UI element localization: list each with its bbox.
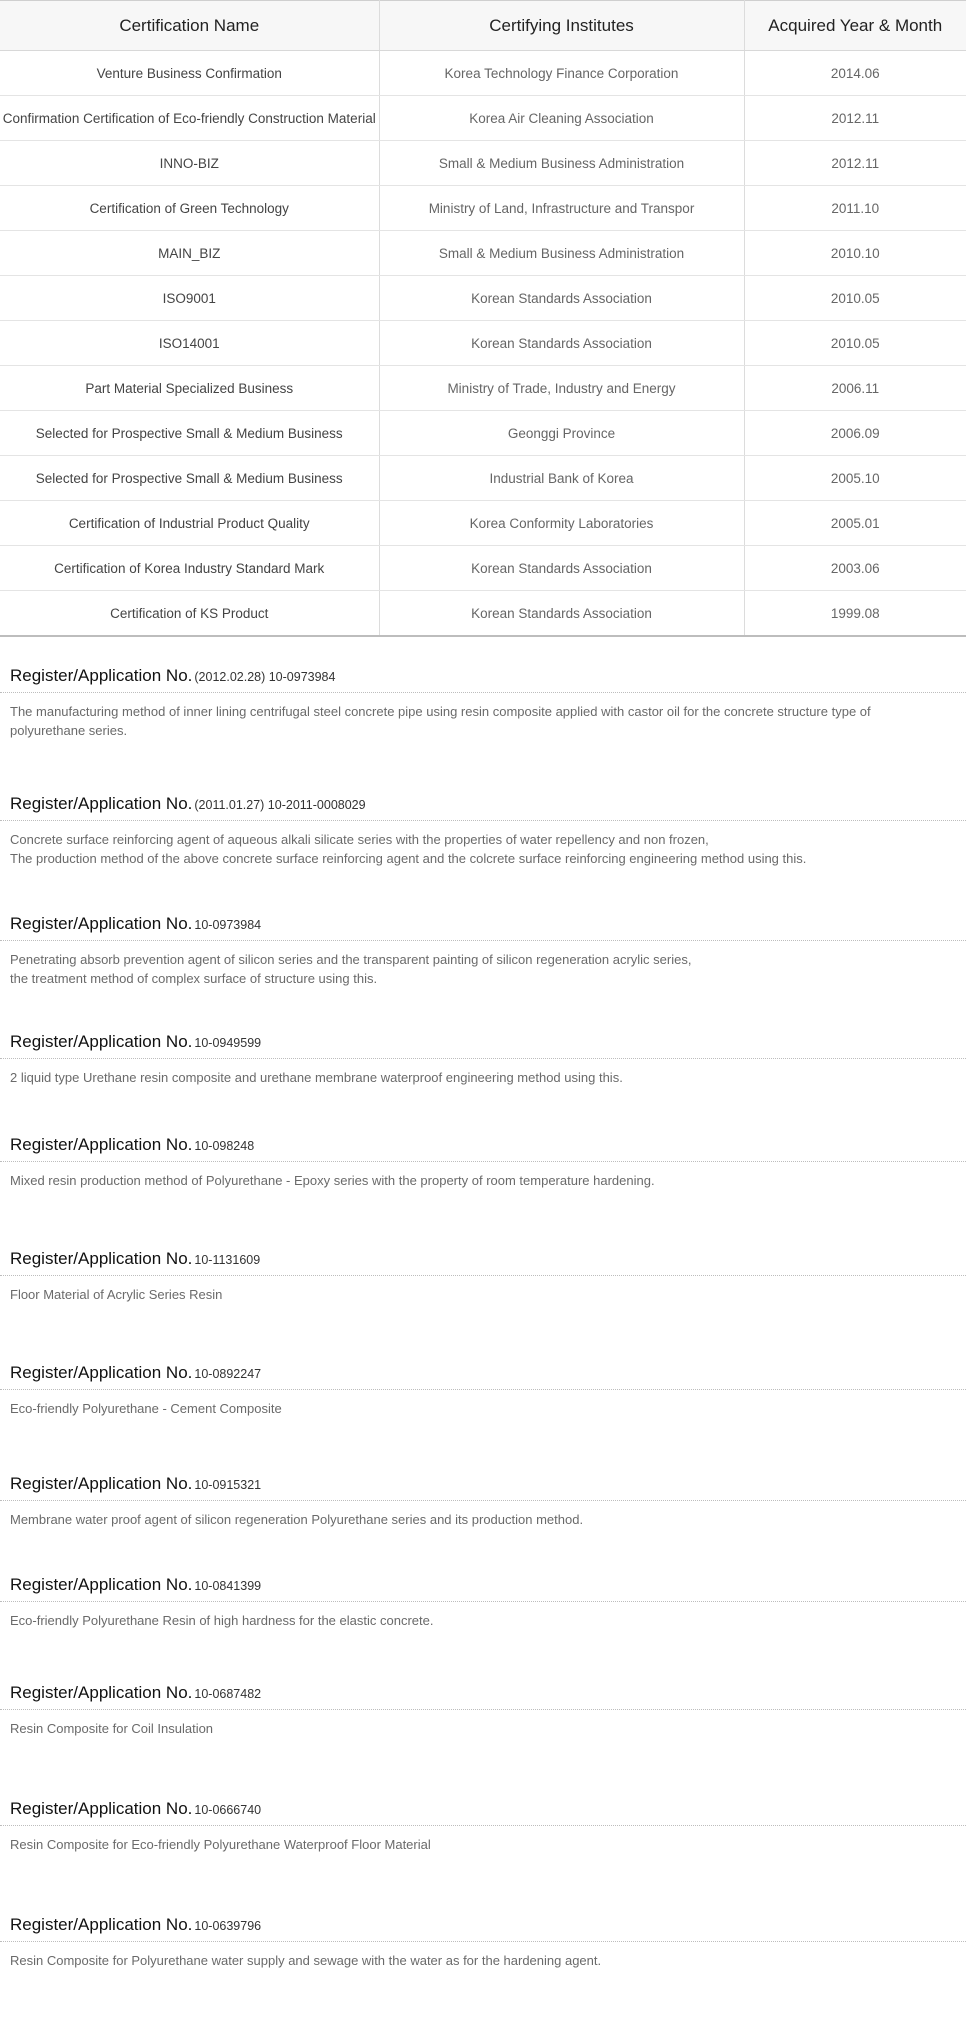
patent-description <box>0 821 966 868</box>
patent-entry <box>0 1356 966 1418</box>
patent-heading <box>0 1356 966 1390</box>
certification-name-cell: Part Material Specialized Business <box>0 366 379 411</box>
acquired-date-cell: 2012.11 <box>744 96 966 141</box>
patent-label: Register/Application No. <box>10 1032 193 1051</box>
patent-description-line: polyurethane series. <box>10 723 128 738</box>
patent-description <box>0 1501 966 1529</box>
table-row <box>0 186 966 231</box>
patent-description-line: 2 liquid type Urethane resin composite and urethane membrane waterproof engineering method using this. <box>10 1070 623 1085</box>
certifying-institute-cell: Korean Standards Association <box>379 591 744 637</box>
patent-number: 10-0915321 <box>194 1478 262 1492</box>
patent-number: 10-1131609 <box>194 1253 261 1267</box>
patent-description-line: The manufacturing method of inner lining centrifugal steel concrete pipe using resin composite applied with castor oil for the concrete structure type of <box>10 704 871 719</box>
patent-number: 10-0949599 <box>194 1036 262 1050</box>
patent-entry <box>0 1128 966 1190</box>
certification-name-cell: Certification of Korea Industry Standard Mark <box>0 546 379 591</box>
patent-description-line: Resin Composite for Polyurethane water supply and sewage with the water as for the hardening agent. <box>10 1953 602 1968</box>
patent-entry <box>0 1568 966 1630</box>
patent-entry <box>0 1025 966 1087</box>
table-row <box>0 276 966 321</box>
patent-heading <box>0 659 966 693</box>
patent-heading <box>0 1792 966 1826</box>
patent-heading <box>0 1242 966 1276</box>
patent-number: 10-098248 <box>194 1139 255 1153</box>
patent-entry <box>0 1792 966 1854</box>
certification-name-cell: Selected for Prospective Small & Medium Business <box>0 456 379 501</box>
certifying-institute-cell: Ministry of Land, Infrastructure and Transpor <box>379 186 744 231</box>
patent-description <box>0 1276 966 1304</box>
patent-label: Register/Application No. <box>10 1474 193 1493</box>
certifying-institute-cell: Industrial Bank of Korea <box>379 456 744 501</box>
table-row <box>0 96 966 141</box>
certification-name-cell: Certification of KS Product <box>110 605 269 621</box>
patent-description-line: The production method of the above concrete surface reinforcing agent and the colcrete surface reinforcing engineering method using this. <box>10 851 807 866</box>
patent-heading <box>0 1676 966 1710</box>
certification-table-body <box>0 51 966 637</box>
certifying-institute-cell: Korean Standards Association <box>379 546 744 591</box>
header-acquired-date: Acquired Year & Month <box>744 1 966 51</box>
patent-description <box>0 941 966 988</box>
certifying-institute-cell: Ministry of Trade, Industry and Energy <box>379 366 744 411</box>
acquired-date-cell: 2014.06 <box>744 51 966 96</box>
patent-number: 10-0666740 <box>194 1803 262 1817</box>
table-row <box>0 591 966 637</box>
acquired-date-cell: 1999.08 <box>744 591 966 637</box>
table-row <box>0 546 966 591</box>
patent-description <box>0 693 966 740</box>
certification-name-cell: Selected for Prospective Small & Medium Business <box>0 411 379 456</box>
certification-name-cell: Confirmation Certification of Eco-friendly Construction Material <box>0 96 379 141</box>
table-row <box>0 231 966 276</box>
acquired-date-cell: 2006.09 <box>744 411 966 456</box>
patent-label: Register/Application No. <box>10 1683 193 1702</box>
certifying-institute-cell: Geonggi Province <box>379 411 744 456</box>
patent-entry <box>0 1676 966 1738</box>
certifying-institute-cell: Small & Medium Business Administration <box>379 231 744 276</box>
acquired-date-cell: 2005.01 <box>744 501 966 546</box>
patent-label: Register/Application No. <box>10 1363 193 1382</box>
acquired-date-cell: 2010.10 <box>744 231 966 276</box>
patent-number: 10-0687482 <box>194 1687 262 1701</box>
certifying-institute-cell: Korea Air Cleaning Association <box>379 96 744 141</box>
patent-label: Register/Application No. <box>10 914 193 933</box>
patent-number: 10-0892247 <box>194 1367 262 1381</box>
certifying-institute-cell: Korea Technology Finance Corporation <box>379 51 744 96</box>
patent-entry <box>0 659 966 740</box>
patent-heading <box>0 1908 966 1942</box>
patent-heading <box>0 1568 966 1602</box>
patent-description <box>0 1602 966 1630</box>
patent-label: Register/Application No. <box>10 1915 193 1934</box>
certification-name-cell: ISO14001 <box>0 321 379 366</box>
table-row <box>0 321 966 366</box>
patent-heading <box>0 787 966 821</box>
table-row <box>0 456 966 501</box>
certification-name-cell: Certification of Industrial Product Quality <box>0 501 379 546</box>
certification-name-cell: ISO9001 <box>0 276 379 321</box>
patent-number: 10-0841399 <box>194 1579 262 1593</box>
acquired-date-cell: 2005.10 <box>744 456 966 501</box>
patent-number: 10-0973984 <box>194 918 262 932</box>
patent-description-line: Eco-friendly Polyurethane - Cement Composite <box>10 1401 282 1416</box>
patent-description-line: Membrane water proof agent of silicon regeneration Polyurethane series and its production method. <box>10 1512 584 1527</box>
patent-description-line: Floor Material of Acrylic Series Resin <box>10 1287 223 1302</box>
patent-number: (2012.02.28) 10-0973984 <box>194 670 336 684</box>
acquired-date-cell: 2010.05 <box>744 276 966 321</box>
patent-heading <box>0 1025 966 1059</box>
certification-name-cell: Venture Business Confirmation <box>0 51 379 96</box>
certification-name-cell: INNO-BIZ <box>0 141 379 186</box>
patent-description-line: the treatment method of complex surface of structure using this. <box>10 971 378 986</box>
acquired-date-cell: 2003.06 <box>744 546 966 591</box>
certifying-institute-cell: Korea Conformity Laboratories <box>379 501 744 546</box>
patent-label: Register/Application No. <box>10 1575 193 1594</box>
header-certifying-institutes: Certifying Institutes <box>379 1 744 51</box>
patent-description-line: Penetrating absorb prevention agent of silicon series and the transparent painting of silicon regeneration acrylic series, <box>10 952 692 967</box>
certifying-institute-cell: Korean Standards Association <box>379 321 744 366</box>
patent-description <box>0 1162 966 1190</box>
patent-description <box>0 1059 966 1087</box>
certifying-institute-cell: Korean Standards Association <box>379 276 744 321</box>
table-row <box>0 411 966 456</box>
patent-heading <box>0 1128 966 1162</box>
header-certification-name: Certification Name <box>0 1 379 51</box>
table-header-row <box>0 1 966 51</box>
patent-heading <box>0 1467 966 1501</box>
patent-label: Register/Application No. <box>10 794 193 813</box>
certification-name-cell: MAIN_BIZ <box>0 231 379 276</box>
certifying-institute-cell: Small & Medium Business Administration <box>379 141 744 186</box>
patent-entry <box>0 1908 966 1970</box>
patent-description-line: Mixed resin production method of Polyurethane - Epoxy series with the property of room temperature hardening. <box>10 1173 655 1188</box>
table-row <box>0 51 966 96</box>
patent-description-line: Resin Composite for Coil Insulation <box>10 1721 214 1736</box>
acquired-date-cell: 2012.11 <box>744 141 966 186</box>
patent-description <box>0 1826 966 1854</box>
patent-description <box>0 1390 966 1418</box>
patent-description-line: Eco-friendly Polyurethane Resin of high hardness for the elastic concrete. <box>10 1613 434 1628</box>
acquired-date-cell: 2010.05 <box>744 321 966 366</box>
patent-number: 10-0639796 <box>194 1919 262 1933</box>
patent-label: Register/Application No. <box>10 1249 193 1268</box>
patent-description-line: Concrete surface reinforcing agent of aqueous alkali silicate series with the properties of water repellency and non frozen, <box>10 832 709 847</box>
table-row <box>0 501 966 546</box>
table-row <box>0 366 966 411</box>
patent-entry <box>0 1242 966 1304</box>
patent-description <box>0 1942 966 1970</box>
patent-entry <box>0 787 966 868</box>
table-row <box>0 141 966 186</box>
patent-label: Register/Application No. <box>10 1135 193 1154</box>
acquired-date-cell: 2006.11 <box>744 366 966 411</box>
acquired-date-cell: 2011.10 <box>744 186 966 231</box>
patent-entry <box>0 907 966 988</box>
patent-number: (2011.01.27) 10-2011-0008029 <box>194 798 366 812</box>
patent-label: Register/Application No. <box>10 666 193 685</box>
patent-entry <box>0 1467 966 1529</box>
patent-description-line: Resin Composite for Eco-friendly Polyurethane Waterproof Floor Material <box>10 1837 431 1852</box>
certification-table <box>0 0 966 637</box>
patent-label: Register/Application No. <box>10 1799 193 1818</box>
patent-description <box>0 1710 966 1738</box>
certification-name-cell: Certification of Green Technology <box>0 186 379 231</box>
patent-heading <box>0 907 966 941</box>
